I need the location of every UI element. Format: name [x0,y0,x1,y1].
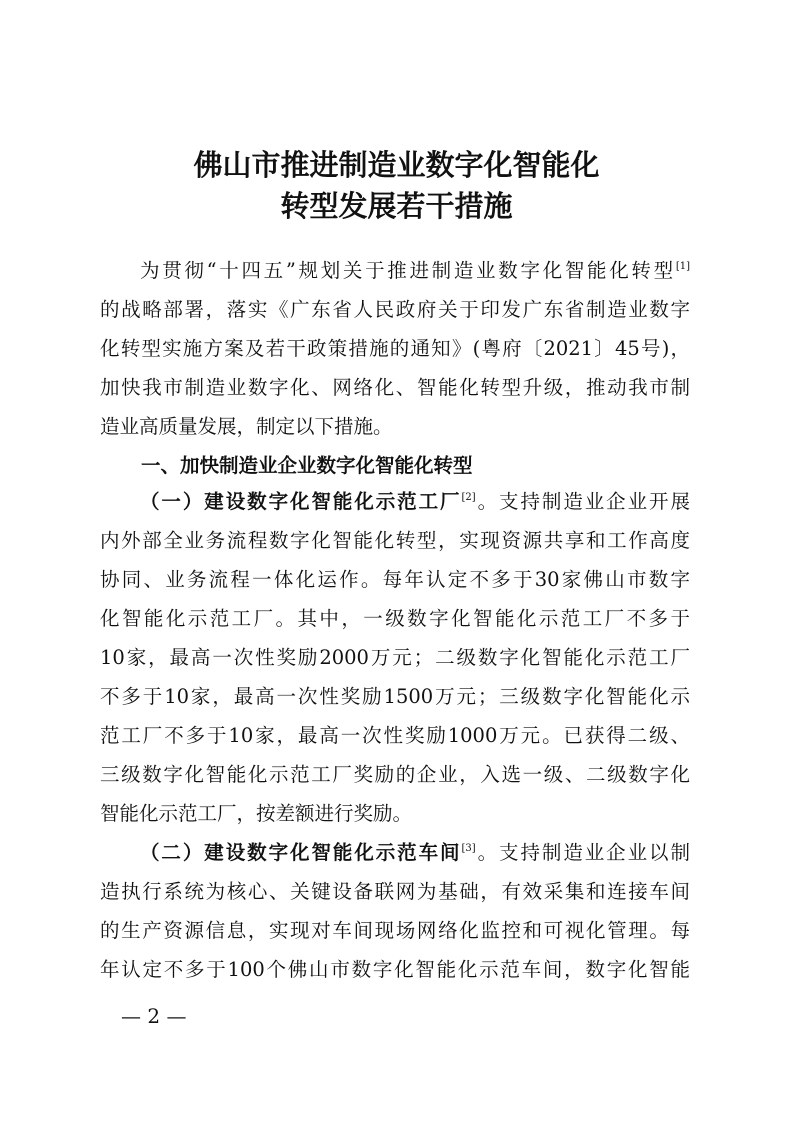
item-2-line-1 [140,840,690,866]
item-2-line-1-text: 。支持制造业企业以制 [475,841,690,864]
item-2-line-4: 年认定不多于100个佛山市数字化智能化示范车间，数字化智能 [100,958,690,981]
page-number: — 2 — [121,1004,187,1028]
item-1-line-7: 范工厂不多于10家，最高一次性奖励1000万元。已获得二级、 [100,724,690,747]
item-1-line-8: 三级数字化智能化示范工厂奖励的企业，入选一级、二级数字化 [100,763,690,786]
item-2-line-2: 造执行系统为核心、关键设备联网为基础，有效采集和连接车间 [100,880,690,903]
item-1-line-5: 10家，最高一次性奖励2000万元；二级数字化智能化示范工厂 [100,646,690,669]
intro-line-4: 加快我市制造业数字化、网络化、智能化转型升级，推动我市制 [100,376,690,399]
document-title-line-2: 转型发展若干措施 [280,189,513,223]
item-1-line-9: 智能化示范工厂，按差额进行奖励。 [100,802,413,825]
intro-line-2: 的战略部署，落实《广东省人民政府关于印发广东省制造业数字 [100,298,690,321]
item-1-label: （一）建设数字化智能化示范工厂 [140,490,462,513]
intro-line-5: 造业高质量发展，制定以下措施。 [100,415,393,438]
section-heading-1: 一、加快制造业企业数字化智能化转型 [141,454,473,477]
intro-line-1-text: 为贯彻“十四五”规划关于推进制造业数字化智能化转型 [140,259,676,282]
item-1-line-6: 不多于10家，最高一次性奖励1500万元；三级数字化智能化示 [100,685,690,708]
item-1-line-1 [140,489,690,515]
document-title-line-1: 佛山市推进制造业数字化智能化 [193,148,600,182]
footnote-ref-2: [2] [461,492,476,503]
item-1-line-1-text: 。支持制造业企业开展 [475,490,690,513]
intro-line-3: 化转型实施方案及若干政策措施的通知》(粤府〔2021〕45号)， [100,337,690,360]
intro-line-1 [140,258,690,284]
footnote-ref-3: [3] [461,843,476,854]
item-2-line-3: 的生产资源信息，实现对车间现场网络化监控和可视化管理。每 [100,919,690,942]
item-1-line-4: 化智能化示范工厂。其中，一级数字化智能化示范工厂不多于 [100,607,690,630]
item-1-line-2: 内外部全业务流程数字化智能化转型，实现资源共享和工作高度 [100,529,690,552]
footnote-ref-1: [1] [675,261,690,272]
item-1-line-3: 协同、业务流程一体化运作。每年认定不多于30家佛山市数字 [100,568,690,591]
item-2-label: （二）建设数字化智能化示范车间 [140,841,462,864]
